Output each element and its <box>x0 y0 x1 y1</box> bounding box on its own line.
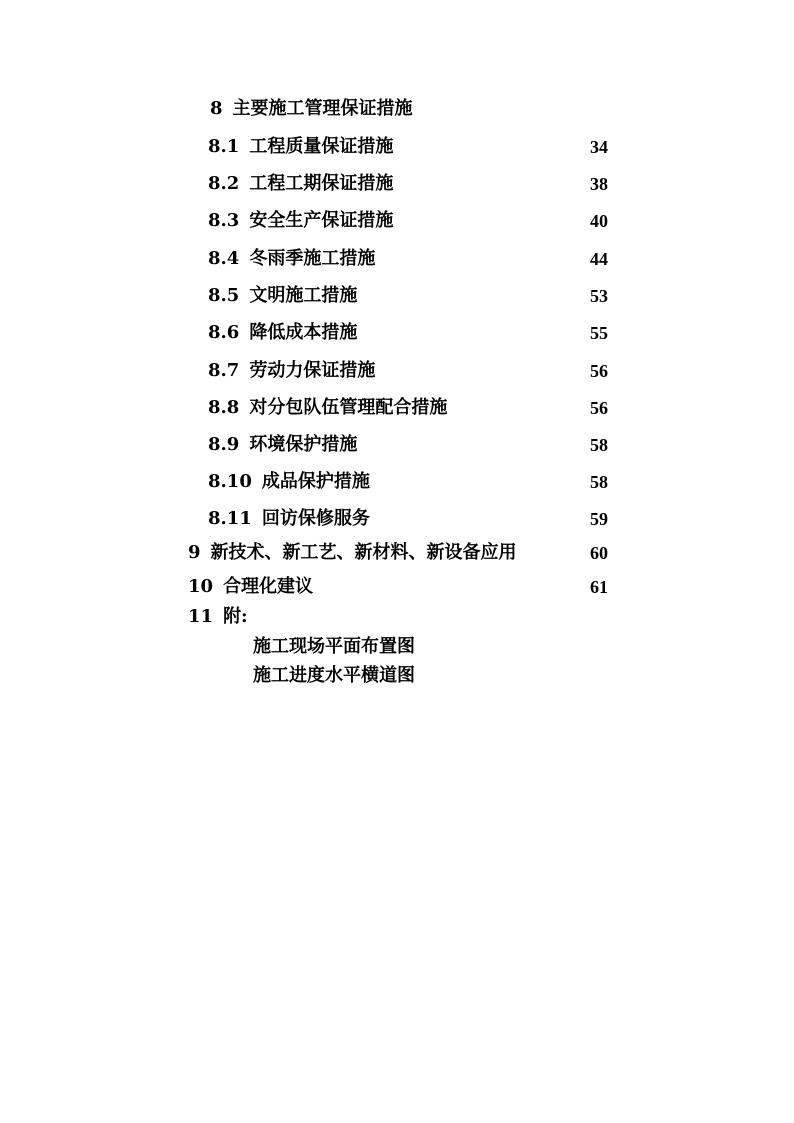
toc-entry-number: 8.11 <box>208 508 252 529</box>
toc-section-title: 附: <box>223 606 248 627</box>
toc-section-title: 合理化建议 <box>223 576 314 597</box>
toc-entry-title: 文明施工措施 <box>249 285 358 306</box>
toc-section-number: 9 <box>188 542 201 563</box>
toc-entry-title: 降低成本措施 <box>249 322 358 343</box>
toc-section-title: 新技术、新工艺、新材料、新设备应用 <box>210 542 517 563</box>
toc-entry-title: 工程质量保证措施 <box>249 136 394 157</box>
toc-section-number: 10 <box>188 576 214 597</box>
toc-entry-page: 53 <box>590 286 608 306</box>
toc-entry-page: 44 <box>590 249 608 269</box>
toc-entry-page: 55 <box>590 323 608 343</box>
toc-entry-page: 56 <box>590 361 608 381</box>
toc-entry-number: 8.6 <box>208 322 240 343</box>
toc-entry-page: 58 <box>590 472 608 492</box>
toc-entry-number: 8.7 <box>208 360 240 381</box>
toc-entry-title: 环境保护措施 <box>249 434 358 455</box>
toc-entry-8-2 <box>208 169 393 199</box>
toc-entry-8-8 <box>208 393 447 423</box>
toc-section-9 <box>188 538 517 568</box>
toc-attachment-title: 施工现场平面布置图 <box>253 636 415 657</box>
toc-entry-8-7 <box>208 356 375 386</box>
toc-attachment-title: 施工进度水平横道图 <box>253 665 415 686</box>
toc-entry-page: 34 <box>590 137 608 157</box>
toc-entry-8-5 <box>208 281 357 311</box>
toc-entry-8-4 <box>208 244 375 274</box>
toc-entry-8-9 <box>208 430 357 460</box>
toc-entry-number: 8.5 <box>208 285 240 306</box>
toc-entry-8-10 <box>208 467 370 497</box>
toc-entry-title: 安全生产保证措施 <box>249 210 394 231</box>
toc-entry-8-6 <box>208 318 357 348</box>
toc-entry-title: 回访保修服务 <box>261 508 370 529</box>
toc-entry-page: 58 <box>590 435 608 455</box>
toc-entry-page: 56 <box>590 398 608 418</box>
toc-entry-number: 8.2 <box>208 173 240 194</box>
toc-entry-number: 8.4 <box>208 248 240 269</box>
toc-section-number: 11 <box>188 606 214 627</box>
toc-attachment-site-layout <box>253 632 415 662</box>
toc-entry-title: 对分包队伍管理配合措施 <box>249 397 448 418</box>
toc-section-page: 60 <box>590 543 608 563</box>
toc-entry-page: 59 <box>590 509 608 529</box>
toc-section-title: 主要施工管理保证措施 <box>232 98 413 119</box>
toc-section-page: 61 <box>590 577 608 597</box>
toc-entry-number: 8.9 <box>208 434 240 455</box>
toc-section-number: 8 <box>210 98 223 119</box>
toc-entry-number: 8.8 <box>208 397 240 418</box>
toc-entry-8-1 <box>208 132 393 162</box>
toc-attachment-schedule <box>253 661 415 691</box>
toc-section-8 <box>210 94 413 124</box>
toc-section-11 <box>188 602 248 632</box>
toc-entry-title: 成品保护措施 <box>261 471 370 492</box>
toc-entry-title: 冬雨季施工措施 <box>249 248 376 269</box>
toc-entry-page: 38 <box>590 174 608 194</box>
toc-entry-8-3 <box>208 206 393 236</box>
toc-entry-number: 8.3 <box>208 210 240 231</box>
toc-entry-page: 40 <box>590 211 608 231</box>
toc-section-10 <box>188 572 313 602</box>
toc-entry-8-11 <box>208 504 370 534</box>
toc-entry-title: 劳动力保证措施 <box>249 360 376 381</box>
toc-entry-number: 8.10 <box>208 471 252 492</box>
toc-entry-title: 工程工期保证措施 <box>249 173 394 194</box>
toc-entry-number: 8.1 <box>208 136 240 157</box>
